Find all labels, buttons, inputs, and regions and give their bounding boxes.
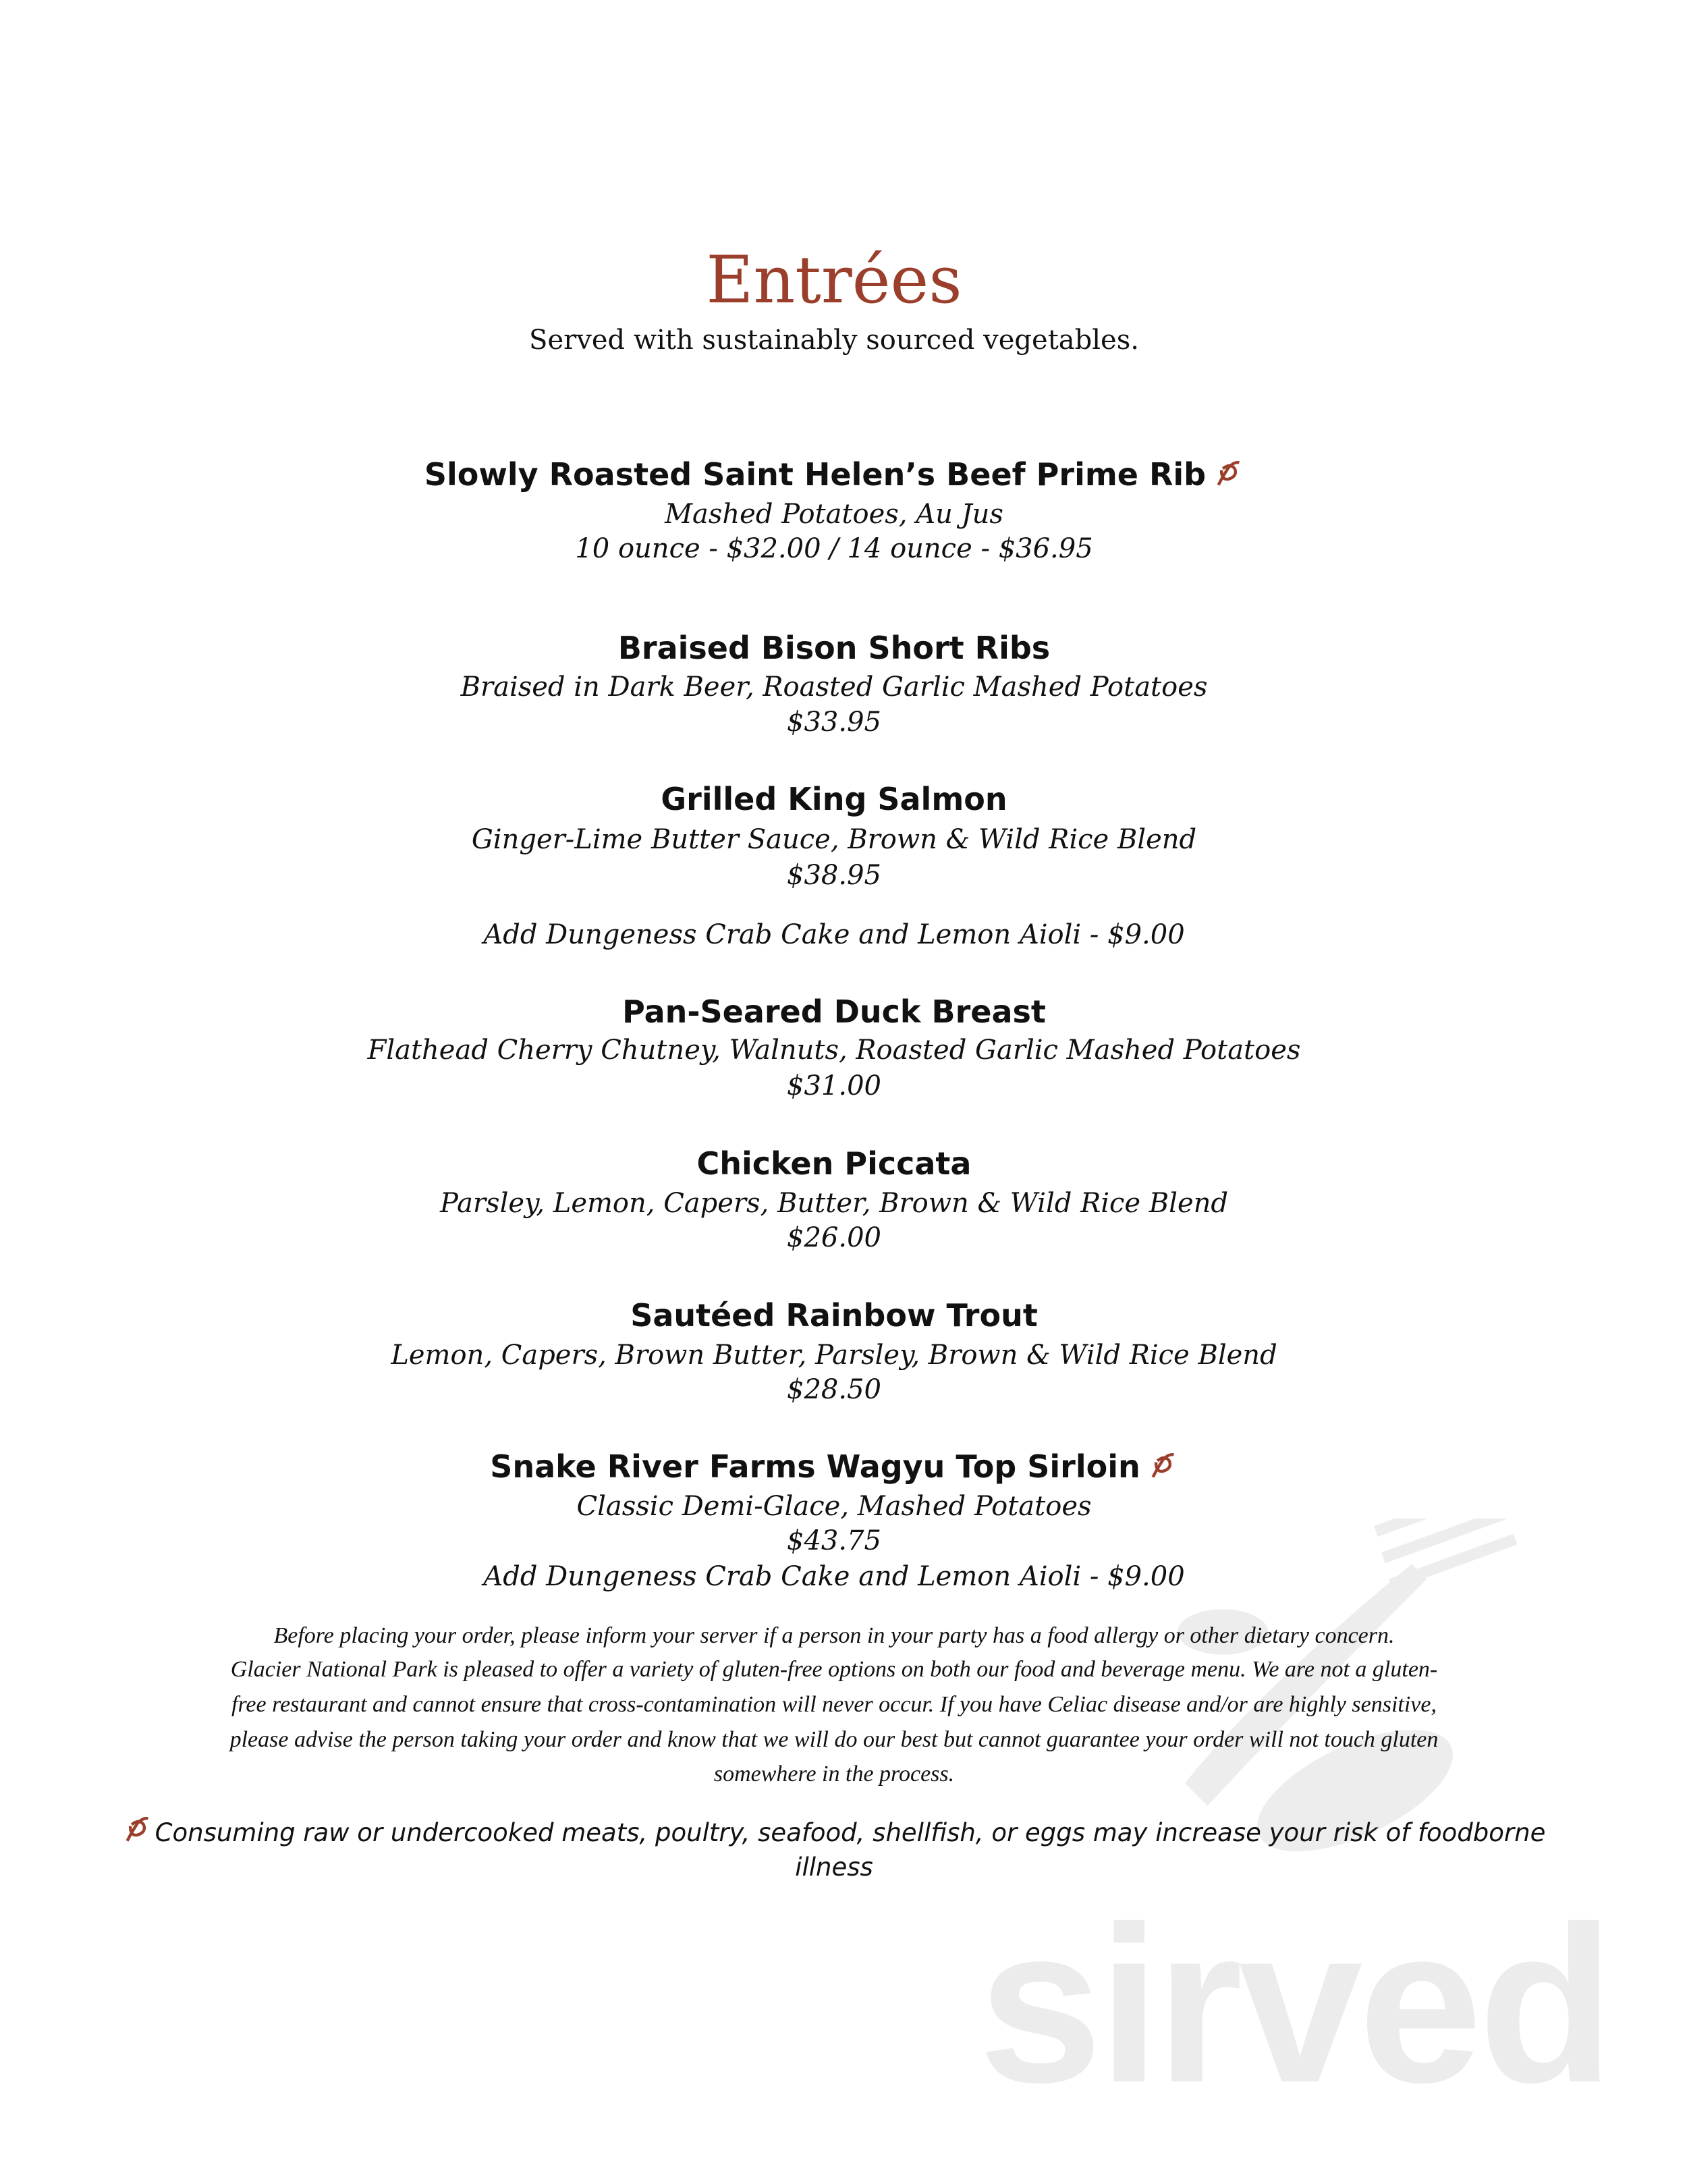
item-description: Flathead Cherry Chutney, Walnuts, Roasted Garlic Mashed Potatoes bbox=[367, 1035, 1301, 1066]
page-title: Entrées bbox=[706, 242, 962, 318]
item-price: $26.00 bbox=[787, 1222, 881, 1253]
disclaimer-line: please advise the person taking your order and know that we will do our best but cannot guarantee your order will not touch gluten bbox=[229, 1727, 1439, 1752]
disclaimer-line: Glacier National Park is pleased to offer a variety of gluten-free options on both our food and beverage menu. We are not a gluten- bbox=[230, 1657, 1438, 1682]
item-addon: Add Dungeness Crab Cake and Lemon Aioli - $9.00 bbox=[483, 1561, 1185, 1592]
disclaimer-line: Before placing your order, please inform your server if a person in your party has a food allergy or other dietary concern. bbox=[273, 1623, 1395, 1648]
disclaimer-line: free restaurant and cannot ensure that cross-contamination will never occur. If you have Celiac disease and/or are highly sensitive, bbox=[231, 1692, 1437, 1717]
item-name: Braised Bison Short Ribs bbox=[617, 630, 1051, 666]
item-name: Chicken Piccata bbox=[696, 1145, 972, 1182]
sirved-watermark: sirved bbox=[978, 1880, 1611, 2129]
raw-warning-icon bbox=[1214, 458, 1244, 488]
disclaimer-line: somewhere in the process. bbox=[713, 1762, 955, 1786]
item-description: Parsley, Lemon, Capers, Butter, Brown & Wild Rice Blend bbox=[439, 1188, 1229, 1219]
warning-text: Consuming raw or undercooked meats, poultry, seafood, shellfish, or eggs may increase your risk of foodborne bbox=[155, 1818, 1546, 1847]
page-subtitle: Served with sustainably sourced vegetables. bbox=[529, 325, 1139, 356]
item-price: $31.00 bbox=[787, 1070, 881, 1101]
item-price: $43.75 bbox=[787, 1525, 881, 1556]
item-price: $38.95 bbox=[787, 860, 881, 891]
item-name: Slowly Roasted Saint Helen’s Beef Prime Rib bbox=[424, 456, 1207, 493]
item-price: $28.50 bbox=[787, 1374, 881, 1405]
item-description: Braised in Dark Beer, Roasted Garlic Mashed Potatoes bbox=[460, 672, 1208, 703]
raw-warning-icon bbox=[123, 1814, 153, 1844]
item-name: Snake River Farms Wagyu Top Sirloin bbox=[490, 1448, 1140, 1485]
warning-text: illness bbox=[795, 1853, 873, 1882]
item-name: Grilled King Salmon bbox=[661, 781, 1007, 817]
item-price: $33.95 bbox=[787, 707, 881, 738]
item-name: Pan-Seared Duck Breast bbox=[622, 993, 1046, 1030]
item-description: Lemon, Capers, Brown Butter, Parsley, Brown & Wild Rice Blend bbox=[391, 1340, 1277, 1371]
item-description: Ginger-Lime Butter Sauce, Brown & Wild Rice Blend bbox=[471, 824, 1197, 855]
item-description: Classic Demi-Glace, Mashed Potatoes bbox=[576, 1491, 1092, 1522]
item-addon: Add Dungeness Crab Cake and Lemon Aioli - $9.00 bbox=[483, 919, 1185, 950]
raw-warning-icon bbox=[1149, 1450, 1178, 1480]
item-price: 10 ounce - $32.00 / 14 ounce - $36.95 bbox=[575, 533, 1093, 564]
item-name: Sautéed Rainbow Trout bbox=[630, 1297, 1038, 1334]
item-description: Mashed Potatoes, Au Jus bbox=[665, 499, 1003, 530]
